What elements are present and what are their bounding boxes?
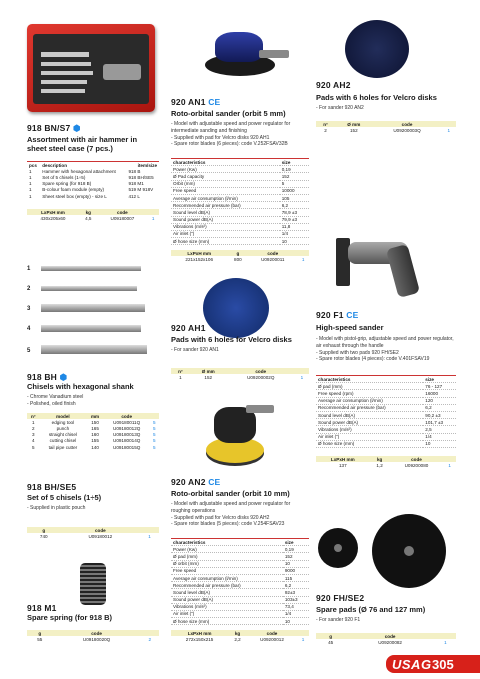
table-cell: 55 [37,636,43,642]
product-code-920ah2: 920 AH2 [316,80,351,90]
table-cell: U09180012 [88,533,113,539]
product-title-920an2: Roto-orbital sander (orbit 10 mm) [171,489,290,498]
spec-label: Vibrations (m/s²) [318,426,352,432]
table-cell: 1 [444,639,447,645]
col-n: n° [323,121,328,127]
product-code-920an2: 920 AN2 CE [171,477,221,487]
col-weight: g [329,633,333,639]
col-weight: g [236,250,240,256]
desc-line: - Model with adjustable speed and power regulator for roughing operations [171,501,291,514]
spec-value: 6,2 [425,405,432,411]
spec-label: Average air consumption (l/min) [318,398,383,404]
ce-mark-icon: CE [208,477,221,487]
desc-line: - Supplied with two pads 920 FH/SE2 [316,349,399,356]
table-cell: 160 [91,432,99,438]
table-cell: B-colour foam module (empty) [42,187,105,193]
desc-line: - For sander 920 AN1 [171,347,219,353]
order-table-920f1 [316,456,456,468]
table-cell: 1 [32,419,35,425]
table-cell: U09200003Q [393,127,421,133]
spec-value: 10 [284,618,290,624]
col-mm: mm [90,413,100,419]
spec-value: 101,7 ±3 [425,419,444,425]
col-size: LxPxH mm [187,250,212,256]
spec-label: Recommended air pressure (bar) [173,202,241,208]
col-size: LxPxH mm [41,209,65,215]
product-desc-918bh [27,394,83,408]
spec-value: 11,8 [281,224,291,230]
table-cell: 2 [32,425,35,431]
table-cell: 152 [204,374,213,380]
sander-920an1-image [205,24,291,84]
col-size: size [425,376,434,382]
new-badge-icon: ⬢ [59,372,68,382]
table-cell: 2,2 [234,636,241,642]
fhse2-table [316,633,456,645]
order-table-918bns7 [27,209,159,221]
order-table-920an2 [171,630,309,642]
spec-value: 16000 [425,390,439,396]
air-hammer-case-image [27,24,155,112]
desc-line: - Model with pistol-grip, adjustable speed and power regulator, air exhaust through the handle [316,336,454,349]
col-code: code [384,633,396,639]
desc-line: - Model with adjustable speed and power regulator for intermediate sanding and finishing [171,121,291,134]
col-item: item/size [137,162,157,168]
desc-line: - For sander 920 F1 [316,617,361,623]
table-cell: Hammer with hexagonal attachment [42,168,116,174]
product-title-920ah2: Pads with 6 holes for Velcro disks [316,93,437,102]
spec-value: 78,9 ±3 [281,209,298,215]
table-cell: 45 [328,639,334,645]
table-cell: 221x152x106 [185,256,214,262]
ah2-table [316,121,456,133]
table-cell: 1 [148,533,151,539]
spec-value: 105 [281,195,290,201]
product-desc-920an1 [171,121,311,148]
table-cell: 1 [29,174,32,180]
table-cell: 430x205x60 [40,215,66,221]
desc-line: - Spare rotor blades (4 pieces): code V.401FSAV19 [316,356,430,363]
table-cell: 2 [324,127,327,133]
col-characteristics: characteristics [173,159,206,165]
spec-label: Air inlet (") [173,611,195,617]
spec-value: 120 [425,398,433,404]
col-weight: g [38,630,42,636]
table-cell: 2 [148,636,152,642]
table-cell: 140 [91,444,99,450]
table-cell: 740 [39,533,48,539]
spec-value: 103±3 [284,597,298,603]
col-pcs: pcs [29,162,37,168]
table-cell: 3 [32,432,35,438]
col-size: LxPxH mm [187,630,212,636]
table-cell: 4 [32,438,35,444]
sander-920f1-image [336,180,446,300]
table-cell: punch [56,425,70,431]
pad-920ah2-image [345,20,409,78]
table-cell: 1 [448,462,451,468]
spec-table-920f1 [316,375,456,448]
spec-table-920an2 [171,538,309,625]
table-cell: 5 [32,444,35,450]
table-cell: U09180014Q [113,438,141,444]
product-title-918bns7: Assortment with air hammer in sheet steel case (7 pcs.) [27,135,138,153]
col-weight: kg [234,630,241,636]
spec-label: Ø pad (mm) [173,553,198,559]
spec-value: 6,2 [284,582,292,588]
table-cell: 1,2 [376,462,383,468]
table-cell: 5 [152,419,156,425]
table-cell: U09200012 [260,636,284,642]
col-code: code [121,413,133,419]
table-cell: 1 [29,181,32,187]
col-code: code [266,630,278,636]
chisel-number: 1 [27,266,31,272]
chisel-number: 2 [27,286,31,292]
ce-mark-icon: CE [208,97,221,107]
table-cell: 918 M1 [128,181,144,187]
spec-label: Ø pad (mm) [318,383,343,389]
table-cell: straight chisel [48,432,77,438]
product-code-918m1: 918 M1 [27,603,57,613]
table-cell: 800 [234,256,242,262]
desc-line: - Supplied with pad for Velcro disks 920 AH1 [171,134,270,141]
table-cell: 1 [151,215,155,221]
ah1-table [171,368,309,380]
col-weight: kg [376,456,383,462]
spec-label: Sound level dB(A) [173,209,211,215]
col-size: LxPxH mm [330,456,355,462]
m1-table [27,630,159,642]
table-cell: U09200080 [404,462,429,468]
table-cell: 1 [301,636,305,642]
product-code-920ah1: 920 AH1 [171,323,206,333]
spec-label: Air inlet (") [318,434,340,440]
col-size: size [284,539,294,545]
product-desc-920ah2 [316,105,364,112]
table-cell: 412 L [128,193,140,199]
table-cell: 918 B [128,168,141,174]
spec-value: 115 [284,575,293,581]
col-code: code [255,368,267,374]
spec-value: 10 [425,441,431,447]
spec-value: 0,19 [284,546,294,552]
spec-label: Free speed (rpm) [318,390,354,396]
desc-line: - Spare rotor blades (6 pieces): code V.252FSAV32B [171,141,288,148]
spec-label: Free speed [173,568,197,574]
product-desc-920an2 [171,501,311,528]
table-cell: 1 [300,374,304,380]
spec-label: Sound power dB(A) [173,217,214,223]
desc-line: - Polished, oiled finish [27,400,76,407]
product-title-918m1: Spare spring (for 918 B) [27,613,113,622]
spec-label: Ø hose size (mm) [318,441,355,447]
table-cell: 1 [29,187,32,193]
spec-value: 1/4 [281,231,289,237]
page-number: 305 [432,657,454,672]
spec-value: 79,9 ±3 [281,217,298,223]
product-code-918bns7: 918 BN/S7 ⬢ [27,123,81,133]
spec-label: Vibrations (m/s²) [173,224,207,230]
col-description: description [42,162,68,168]
product-code-920fhse2: 920 FH/SE2 [316,593,365,603]
spec-value: 5 [281,181,285,187]
desc-line: - For sander 920 AN2 [316,105,364,111]
table-cell: Spare spring (for 918 B) [42,181,92,187]
col-n: n° [30,413,36,419]
product-code-920f1: 920 F1 CE [316,310,359,320]
pad-large-image [372,514,446,588]
desc-line: - Chrome Vanadium steel [27,394,84,400]
spec-value: 1/4 [284,611,292,617]
product-code-920an1: 920 AN1 CE [171,97,221,107]
table-cell: 1 [301,256,305,262]
spec-value: 10 [284,561,290,567]
table-cell: 165 [91,425,99,431]
table-cell: Sheet steel box (empty) - size L [42,193,107,199]
col-diameter: Ø mm [201,368,215,374]
table-cell: cutting chisel [49,438,77,444]
col-model: model [56,413,70,419]
table-cell: U09180012Q [113,425,141,431]
spec-label: Orbit (mm) [173,181,195,187]
chisel-number: 5 [27,348,31,354]
table-cell: 4,5 [85,215,92,221]
desc-line: - Supplied with pad for Velcro disks 920 AH2 [171,514,270,521]
table-cell: edging tool [51,419,75,425]
product-title-920ah1: Pads with 6 holes for Velcro disks [171,335,292,344]
spec-label: Ø hose size (mm) [173,618,210,624]
product-code-918bh: 918 BH ⬢ [27,372,68,382]
spec-label: Recommended air pressure (bar) [318,405,386,411]
chisels-table [27,413,159,450]
chisel-number: 4 [27,326,31,332]
spec-value: 1/4 [425,434,432,440]
table-cell: 519 M 918V [128,187,154,193]
table-cell: Set of 5 chisels (1÷5) [42,174,86,180]
table-cell: U09180013Q [113,432,141,438]
product-desc-920ah1 [171,347,219,354]
product-title-918bh: Chisels with hexagonal shank [27,382,134,391]
product-title-920f1: High-speed sander [316,323,384,332]
set5-table [27,527,159,539]
spec-value: 9000 [284,568,296,574]
spec-label: Average air consumption (l/min) [173,195,238,201]
table-cell: U09200002Q [247,374,275,380]
product-desc-920f1 [316,336,454,363]
spec-label: Ø Pad capacity [173,173,205,179]
brand-logo: USAG [392,657,432,672]
col-code: code [91,630,102,636]
spec-value: 6,2 [281,202,289,208]
spec-label: Vibrations (m/s²) [173,604,207,610]
table-cell: 137 [338,462,347,468]
table-cell: 1 [29,193,32,199]
product-title-920fhse2: Spare pads (Ø 76 and 127 mm) [316,605,426,614]
spec-label: Power (Kw) [173,166,197,172]
spec-label: Sound power dB(A) [173,597,214,603]
table-cell: U09180015Q [113,444,141,450]
table-cell: U09180011Q [113,419,141,425]
table-cell: U09200082 [378,639,402,645]
desc-line: - Spare rotor blades (5 pieces): code V.254FSAV23 [171,521,285,528]
spring-image [80,563,106,605]
table-cell: U09180020Q [82,636,111,642]
sander-920an2-image [200,393,276,467]
spec-label: Power (Kw) [173,546,197,552]
spec-value: 10000 [281,188,295,194]
spec-label: Sound power dB(A) [318,419,359,425]
product-title-918bhse5: Set of 5 chisels (1÷5) [27,493,102,502]
col-code: code [401,121,413,127]
table-cell: 5 [152,432,156,438]
new-badge-icon: ⬢ [72,123,81,133]
table-cell: tail pipe cutter [48,444,78,450]
chisel-number: 3 [27,306,31,312]
spec-label: Free speed [173,188,197,194]
spec-value: 90,2 ±3 [425,412,441,418]
product-desc-920fhse2 [316,617,360,624]
col-code: code [411,456,422,462]
col-code: code [117,209,128,215]
col-weight: kg [85,209,91,215]
contents-table-918bns7 [27,161,159,199]
spec-label: Air inlet (") [173,231,195,237]
table-cell: 5 [152,425,156,431]
product-desc-918bhse5 [27,505,85,512]
spec-label: Ø hose size (mm) [173,238,210,244]
spec-label: Recommended air pressure (bar) [173,582,241,588]
table-cell: 152 [349,127,358,133]
table-cell: U09180007 [110,215,135,221]
table-cell: 155 [91,438,99,444]
col-code: code [94,527,106,533]
product-title-920an1: Roto-orbital sander (orbit 5 mm) [171,109,286,118]
col-size: size [281,159,291,165]
spec-table-920an1 [171,158,309,245]
col-weight: g [42,527,46,533]
table-cell: 272x150x215 [185,636,214,642]
desc-line: - Supplied in plastic pouch [27,505,86,511]
spec-label: Sound level dB(A) [318,412,356,418]
ce-mark-icon: CE [346,310,359,320]
order-table-920an1 [171,250,309,262]
spec-label: Sound level dB(A) [173,589,211,595]
col-characteristics: characteristics [173,539,206,545]
table-cell: 1 [179,374,182,380]
spec-value: 76 - 127 [425,383,443,389]
table-cell: 5 [152,444,156,450]
pad-920ah1-image [203,278,269,338]
spec-value: 152 [284,553,293,559]
spec-value: 2,5 [425,426,432,432]
product-code-918bhse5: 918 BH/SE5 [27,482,77,492]
col-code: code [267,250,279,256]
table-cell: 1 [447,127,451,133]
col-characteristics: characteristics [318,376,351,382]
chisels-image [27,262,157,372]
col-n: n° [178,368,183,374]
spec-value: 73,4 [284,604,294,610]
table-cell: 5 [152,438,156,444]
spec-value: 152 [281,173,290,179]
table-row [27,444,159,450]
table-cell: 150 [91,419,99,425]
table-cell: 1 [29,168,32,174]
spec-value: 10 [281,238,287,244]
table-cell: 918 BH/SE5 [128,174,154,180]
table-cell: U09200011 [261,256,285,262]
spec-label: Ø orbit (mm) [173,561,199,567]
spec-label: Average air consumption (l/min) [173,575,238,581]
spec-value: 0,19 [281,166,291,172]
pad-small-image [318,528,358,568]
spec-value: 92±3 [284,589,296,595]
col-diameter: Ø mm [347,121,361,127]
